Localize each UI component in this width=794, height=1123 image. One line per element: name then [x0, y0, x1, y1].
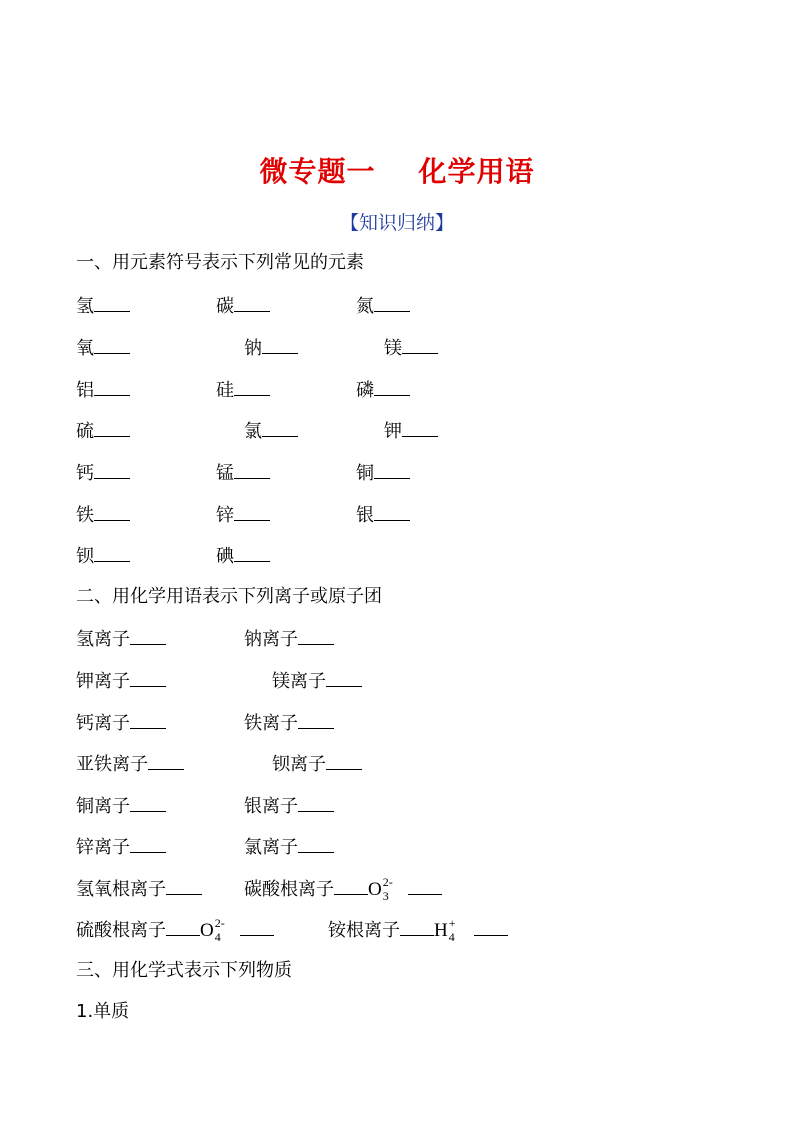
answer-blank[interactable]: [262, 335, 298, 354]
element-item: 碳: [216, 293, 270, 319]
answer-blank[interactable]: [326, 668, 362, 687]
answer-blank[interactable]: [334, 876, 368, 895]
ion-item: 铜离子: [76, 793, 166, 819]
section-subtitle: 【知识归纳】: [339, 212, 454, 234]
answer-blank[interactable]: [298, 793, 334, 812]
answer-blank[interactable]: [402, 335, 438, 354]
element-item: 镁: [384, 335, 438, 361]
answer-blank[interactable]: [262, 418, 298, 437]
answer-blank[interactable]: [234, 377, 270, 396]
element-item: 硫: [76, 418, 130, 444]
ion-item: 氢离子: [76, 626, 166, 652]
element-item: 氧: [76, 335, 130, 361]
ion-item: 钡离子: [272, 751, 362, 777]
answer-blank[interactable]: [130, 834, 166, 853]
element-item: 铁: [76, 502, 130, 528]
element-item: 磷: [356, 377, 410, 403]
answer-blank[interactable]: [130, 710, 166, 729]
answer-blank[interactable]: [234, 460, 270, 479]
answer-blank[interactable]: [374, 293, 410, 312]
element-item: 锰: [216, 460, 270, 486]
answer-blank[interactable]: [130, 626, 166, 645]
ion-item: 锌离子: [76, 834, 166, 860]
element-item: 锌: [216, 502, 270, 528]
ion-item: 银离子: [244, 793, 334, 819]
section2-heading: 二、用化学用语表示下列离子或原子团: [76, 586, 382, 607]
section1-heading: 一、用元素符号表示下列常见的元素: [76, 252, 364, 273]
answer-blank[interactable]: [148, 751, 184, 770]
answer-blank[interactable]: [234, 543, 270, 562]
element-item: 硅: [216, 377, 270, 403]
page-title: 微专题一 化学用语: [259, 155, 535, 188]
answer-blank[interactable]: [94, 377, 130, 396]
ion-item: 亚铁离子: [76, 751, 184, 777]
answer-blank[interactable]: [326, 751, 362, 770]
answer-blank[interactable]: [374, 377, 410, 396]
answer-blank[interactable]: [240, 917, 274, 936]
answer-blank[interactable]: [130, 668, 166, 687]
sulfate-formula: O 2- 4: [200, 916, 225, 944]
answer-blank[interactable]: [402, 418, 438, 437]
ion-item: 硫酸根离子 O 2- 4: [76, 917, 274, 943]
element-item: 碘: [216, 543, 270, 569]
carbonate-formula: O 2- 3: [368, 875, 393, 903]
element-item: 氯: [244, 418, 298, 444]
answer-blank[interactable]: [234, 502, 270, 521]
element-item: 钠: [244, 335, 298, 361]
ion-item: 铁离子: [244, 710, 334, 736]
answer-blank[interactable]: [166, 917, 200, 936]
element-item: 钾: [384, 418, 438, 444]
element-item: 氮: [356, 293, 410, 319]
ion-item: 氯离子: [244, 834, 334, 860]
answer-blank[interactable]: [166, 876, 202, 895]
element-item: 钡: [76, 543, 130, 569]
answer-blank[interactable]: [94, 543, 130, 562]
answer-blank[interactable]: [94, 460, 130, 479]
answer-blank[interactable]: [94, 335, 130, 354]
answer-blank[interactable]: [298, 710, 334, 729]
ammonium-formula: H + 4: [434, 916, 456, 944]
answer-blank[interactable]: [298, 834, 334, 853]
ion-item: 氢氧根离子: [76, 876, 202, 902]
answer-blank[interactable]: [474, 917, 508, 936]
section3-item-1: 1.单质: [76, 1001, 130, 1022]
answer-blank[interactable]: [298, 626, 334, 645]
ion-item: 钙离子: [76, 710, 166, 736]
answer-blank[interactable]: [374, 502, 410, 521]
ion-item: 铵根离子 H + 4: [328, 917, 508, 943]
ion-item: 钾离子: [76, 668, 166, 694]
answer-blank[interactable]: [374, 460, 410, 479]
answer-blank[interactable]: [94, 293, 130, 312]
answer-blank[interactable]: [400, 917, 434, 936]
answer-blank[interactable]: [234, 293, 270, 312]
answer-blank[interactable]: [94, 418, 130, 437]
element-item: 铝: [76, 377, 130, 403]
element-item: 银: [356, 502, 410, 528]
answer-blank[interactable]: [408, 876, 442, 895]
ion-item: 碳酸根离子 O 2- 3: [244, 876, 442, 902]
section3-heading: 三、用化学式表示下列物质: [76, 960, 292, 981]
element-item: 钙: [76, 460, 130, 486]
element-item: 铜: [356, 460, 410, 486]
ion-item: 钠离子: [244, 626, 334, 652]
answer-blank[interactable]: [94, 502, 130, 521]
answer-blank[interactable]: [130, 793, 166, 812]
element-item: 氢: [76, 293, 130, 319]
ion-item: 镁离子: [272, 668, 362, 694]
